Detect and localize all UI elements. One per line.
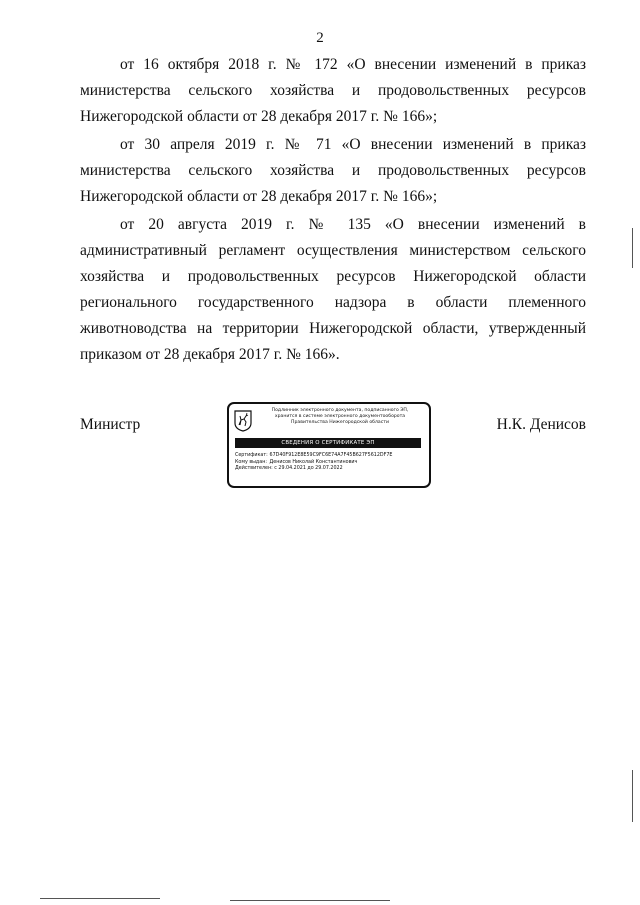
stamp-header — [255, 408, 425, 426]
signer-title: Министр — [80, 416, 141, 433]
amendment-paragraph-3: от 20 августа 2019 г. № 135 «О внесении изменений в административный регламент осуществления министерством сельского хозяйства и продовольственных ресурсов Нижегородской области регионального государственного надзора в области племенного животноводства на территории Нижегородской области, утвержденный приказом от 28 декабря 2017 г. № 166». — [80, 216, 586, 363]
validity-label: Действителен: — [235, 466, 273, 472]
certificate-row — [235, 453, 423, 460]
scan-edge-mark — [40, 898, 160, 899]
signer-name: Н.К. Денисов — [496, 416, 586, 433]
amendment-paragraph-2: от 30 апреля 2019 г. № 71 «О внесении изменений в приказ министерства сельского хозяйства и продовольственных ресурсов Нижегородской области от 28 декабря 2017 г. № 166»; — [80, 136, 586, 205]
stamp-header-line: Подлинник электронного документа, подписанного ЭП, — [271, 408, 409, 413]
issued-to-label: Кому выдан: — [235, 459, 267, 465]
issued-to-value: Денисов Николай Константинович — [269, 459, 358, 465]
scan-edge-mark — [230, 900, 390, 901]
certificate-label: Сертификат: — [235, 453, 268, 458]
certificate-details — [235, 453, 423, 473]
stamp-header-line: Правительства Нижегородской области — [291, 420, 389, 425]
validity-value: с 29.04.2021 до 29.07.2022 — [274, 466, 343, 472]
signature-block — [80, 400, 586, 490]
stamp-header-line: хранится в системе электронного документооборота — [274, 414, 406, 419]
amendment-paragraph-1: от 16 октября 2018 г. № 172 «О внесении изменений в приказ министерства сельского хозяйства и продовольственных ресурсов Нижегородской области от 28 декабря 2017 г. № 166»; — [80, 56, 586, 125]
electronic-signature-stamp — [227, 402, 431, 488]
certificate-value: 67D40F912E8E59C9FC6E74A7F45B627F5612DF7E — [269, 453, 393, 458]
deer-emblem-icon — [234, 410, 252, 432]
document-body — [80, 52, 586, 370]
validity-row — [235, 466, 423, 473]
page-number: 2 — [316, 30, 324, 46]
scan-edge-mark — [632, 228, 633, 268]
certificate-info-bar: СВЕДЕНИЯ О СЕРТИФИКАТЕ ЭП — [235, 438, 421, 448]
scan-edge-mark — [632, 770, 633, 822]
